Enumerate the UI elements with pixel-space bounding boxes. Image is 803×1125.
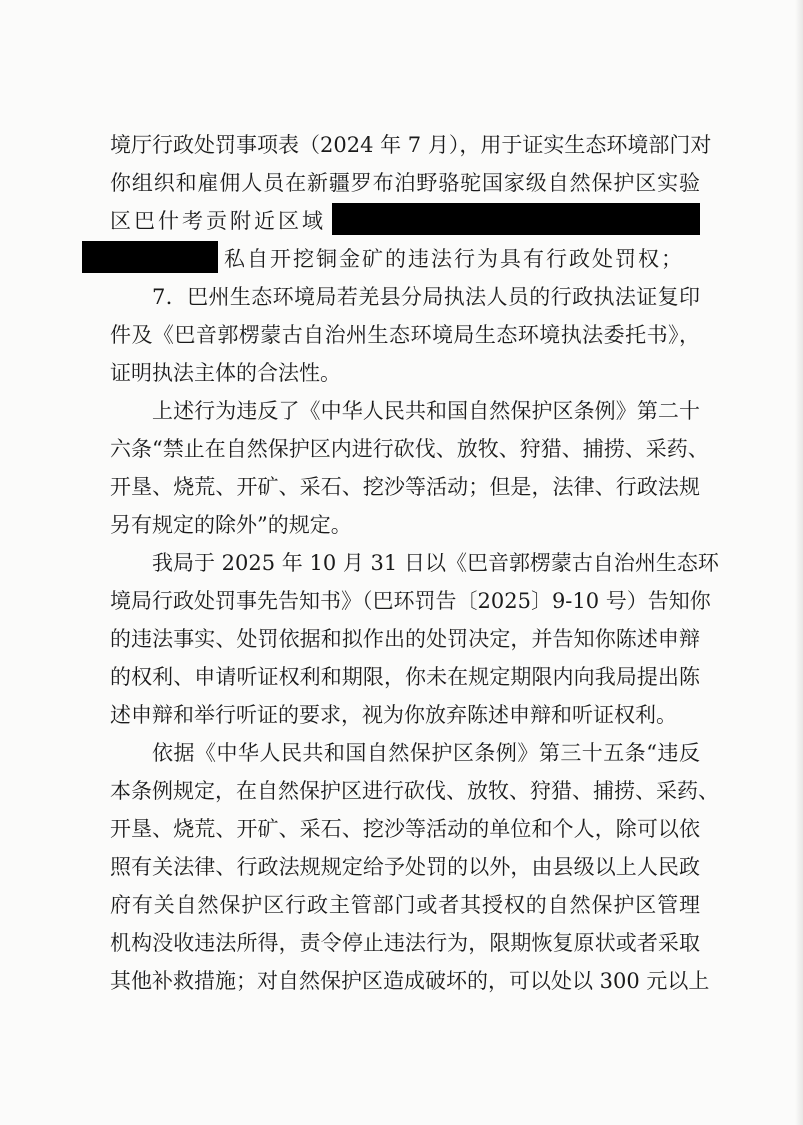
text-line: 其他补救措施；对自然保护区造成破坏的，可以处以 300 元以上 [110,969,710,993]
text-line: 开垦、烧荒、开矿、采石、挖沙等活动的单位和个人，除可以依 [110,817,700,841]
text-line: 境厅行政处罚事项表（2024 年 7 月），用于证实生态环境部门对 [110,133,712,157]
paragraph-notification [110,544,719,734]
text-line: 机构没收违法所得，责令停止违法行为，限期恢复原状或者采取 [110,931,700,955]
text-line: 的权利、申请听证权利和期限，你未在规定期限内向我局提出陈 [110,665,700,689]
text-line-redacted [96,240,700,278]
text-line: 件及《巴音郭楞蒙古自治州生态环境局生态环境执法委托书》， [110,323,700,347]
text-line: 7．巴州生态环境局若羌县分局执法人员的行政执法证复印 [152,285,700,309]
text-line: 你组织和雇佣人员在新疆罗布泊野骆驼国家级自然保护区实验 [110,171,700,195]
text-line: 述申辩和举行听证的要求，视为你放弃陈述申辩和听证权利。 [110,703,677,727]
text-line: 依据《中华人民共和国自然保护区条例》第三十五条“违反 [152,741,700,765]
redaction-block [82,241,218,273]
text-line: 本条例规定，在自然保护区进行砍伐、放牧、狩猎、捕捞、采药、 [110,779,719,803]
text-line: 六条“禁止在自然保护区内进行砍伐、放牧、狩猎、捕捞、采药、 [110,437,709,461]
text-line: 证明执法主体的合法性。 [110,361,341,385]
text-line: 境局行政处罚事先告知书》（巴环罚告〔2025〕9-10 号）告知你 [110,589,711,613]
text-line-redacted [110,202,700,240]
document-body [110,126,719,1000]
paragraph-violation [110,392,709,544]
redaction-block [332,203,700,235]
paragraph-evidence-7 [110,278,700,392]
text-fragment: 私自开挖铜金矿的违法行为具有行政处罚权； [224,247,684,271]
text-line: 照有关法律、行政法规规定给予处罚的以外，由县级以上人民政 [110,855,700,879]
text-line: 另有规定的除外”的规定。 [110,513,352,537]
text-line: 我局于 2025 年 10 月 31 日以《巴音郭楞蒙古自治州生态环 [152,551,719,575]
text-line: 上述行为违反了《中华人民共和国自然保护区条例》第二十 [152,399,700,423]
text-line: 府有关自然保护区行政主管部门或者其授权的自然保护区管理 [110,893,700,917]
text-line: 开垦、烧荒、开矿、采石、挖沙等活动；但是，法律、行政法规 [110,475,700,499]
paragraph-evidence-6 [110,126,712,278]
page-edge-shadow [795,0,803,1125]
paragraph-legal-basis [110,734,719,1000]
text-line: 的违法事实、处罚依据和拟作出的处罚决定，并告知你陈述申辩 [110,627,700,651]
text-fragment: 区巴什考贡附近区域 [110,209,326,233]
